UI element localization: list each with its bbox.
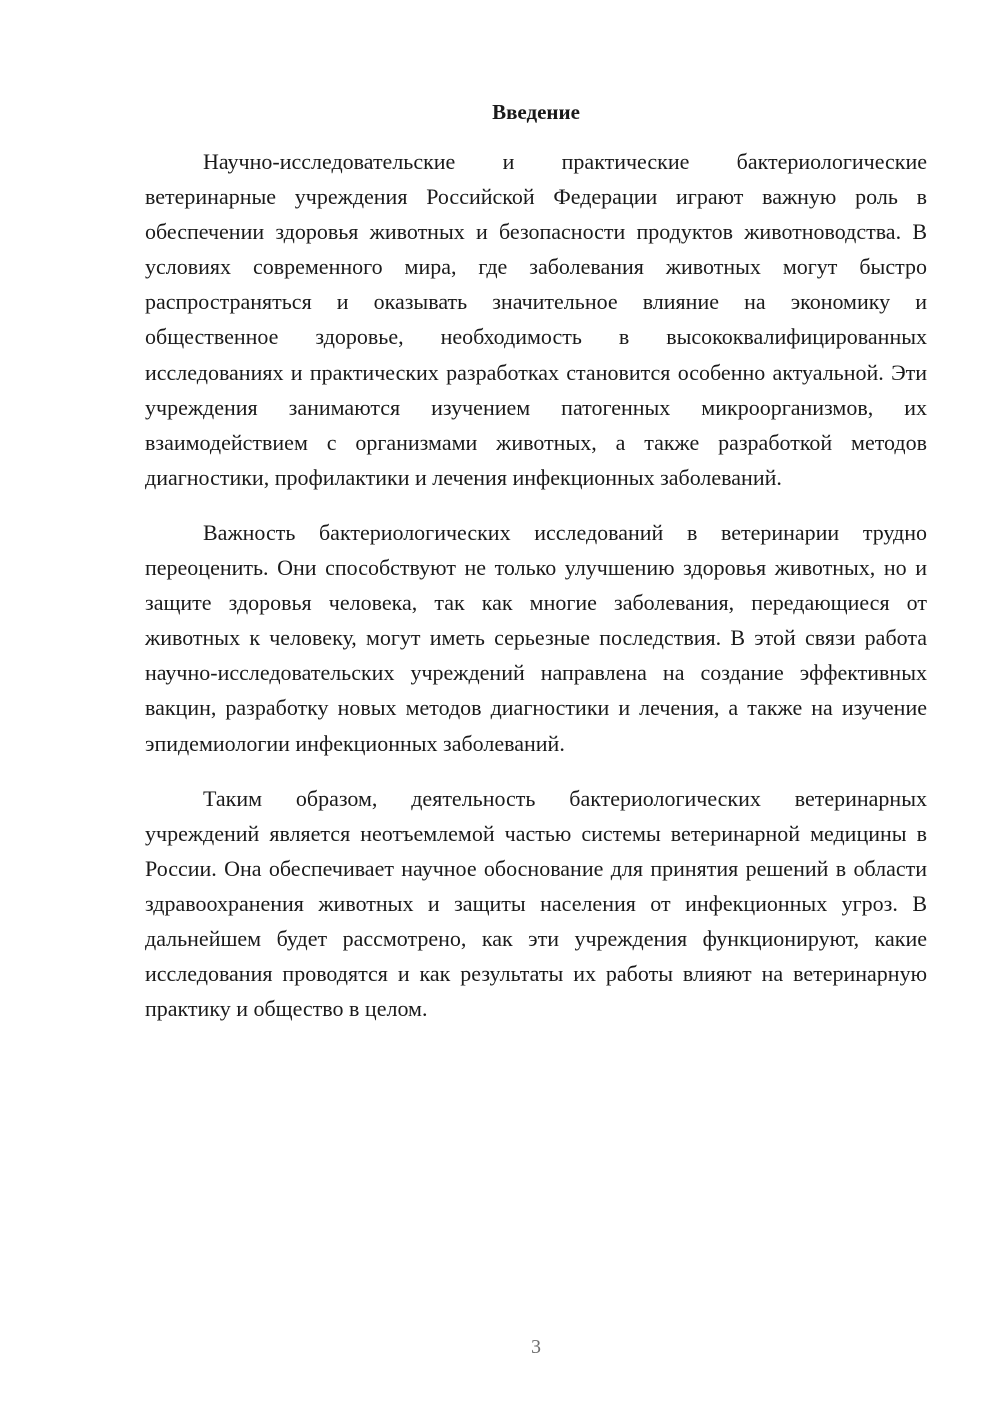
document-body [145, 144, 927, 1046]
paragraph-3: Таким образом, деятельность бактериологических ветеринарных учреждений является неотъемлемой частью системы ветеринарной медицины в России. Она обеспечивает научное обоснование для принятия решений в области здравоохранения животных и защиты населения от инфекционных угроз. В дальнейшем будет рассмотрено, как эти учреждения функционируют, какие исследования проводятся и как результаты их работы влияют на ветеринарную практику и общество в целом. [145, 785, 927, 1022]
section-title: Введение [492, 100, 580, 124]
page-number: 3 [531, 1336, 541, 1358]
paragraph-2: Важность бактериологических исследований в ветеринарии трудно переоценить. Они способствуют не только улучшению здоровья животных, но и защите здоровья человека, так как многие заболевания, передающиеся от животных к человеку, могут иметь серьезные последствия. В этой связи работа научно-исследовательских учреждений направлена на создание эффективных вакцин, разработку новых методов диагностики и лечения, а также на изучение эпидемиологии инфекционных заболеваний. [145, 519, 927, 756]
paragraph-1: Научно-исследовательские и практические бактериологические ветеринарные учреждения Российской Федерации играют важную роль в обеспечении здоровья животных и безопасности продуктов животноводства. В условиях современного мира, где заболевания животных могут быстро распространяться и оказывать значительное влияние на экономику и общественное здоровье, необходимость в высококвалифицированных исследованиях и практических разработках становится особенно актуальной. Эти учреждения занимаются изучением патогенных микроорганизмов, их взаимодействием с организмами животных, а также разработкой методов диагностики, профилактики и лечения инфекционных заболеваний. [145, 149, 927, 490]
